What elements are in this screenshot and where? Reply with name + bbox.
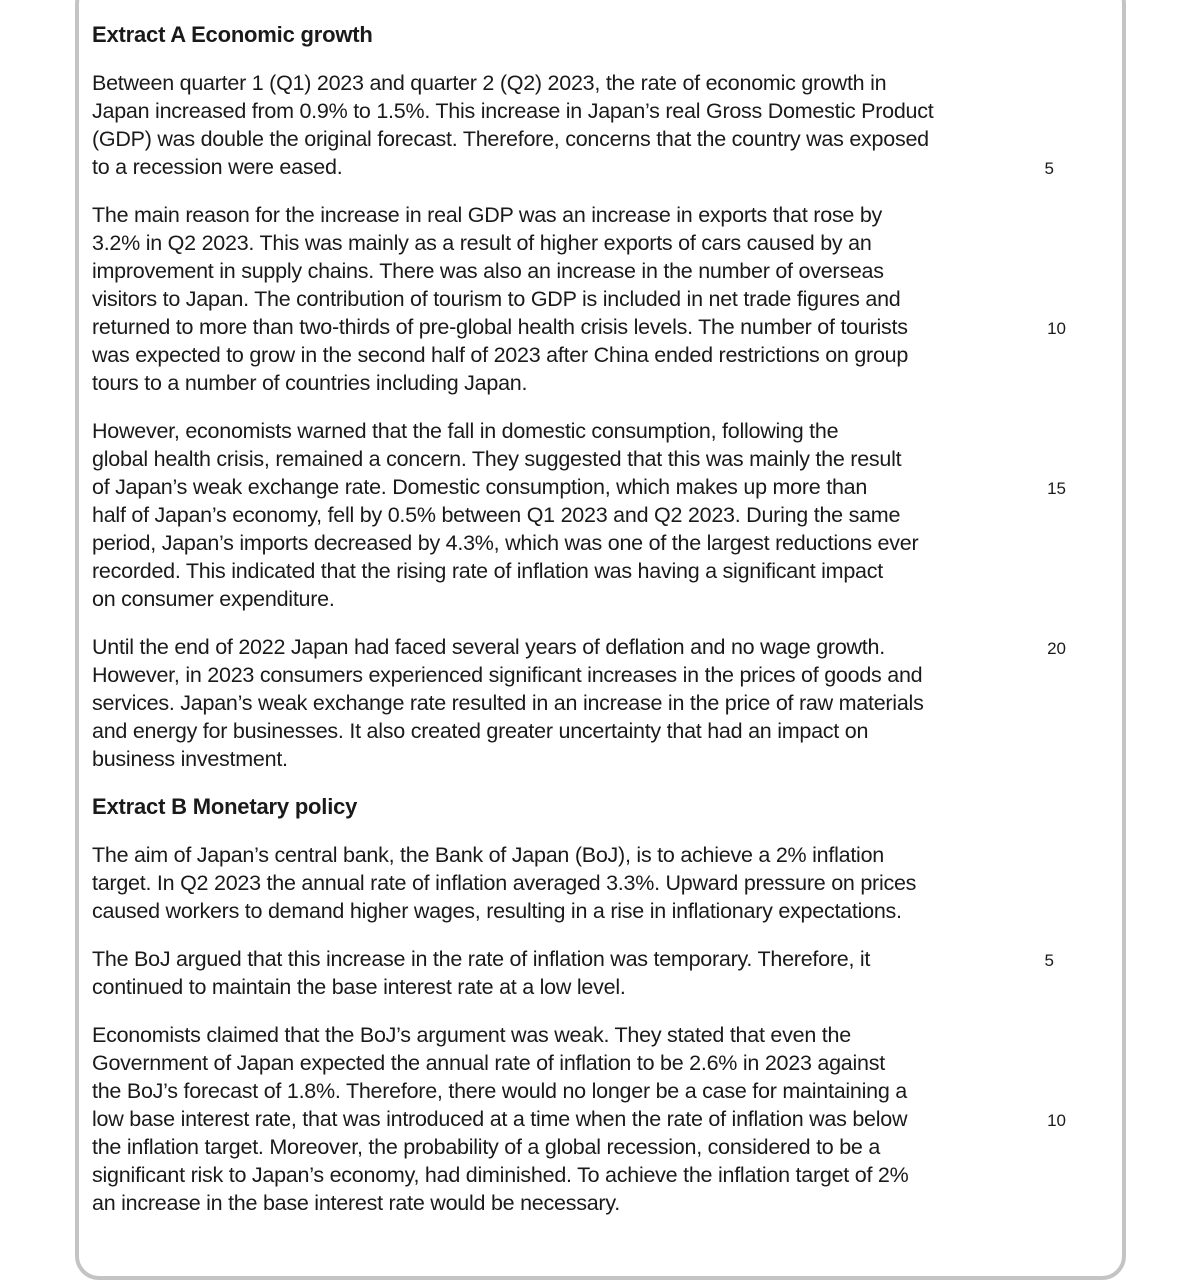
line-number: 5 xyxy=(1044,159,1054,178)
text-line: returned to more than two-thirds of pre-global health crisis levels. The number of tourists xyxy=(92,315,908,339)
text-line: tours to a number of countries including Japan. xyxy=(92,371,528,395)
text-line: The BoJ argued that this increase in the rate of inflation was temporary. Therefore, it xyxy=(92,947,871,971)
line-number: 10 xyxy=(1047,1111,1066,1130)
text-line: half of Japan’s economy, fell by 0.5% between Q1 2023 and Q2 2023. During the same xyxy=(92,503,901,527)
text-line: visitors to Japan. The contribution of tourism to GDP is included in net trade figures and xyxy=(92,287,901,311)
text-line: period, Japan’s imports decreased by 4.3%, which was one of the largest reductions ever xyxy=(92,531,919,555)
line-number: 5 xyxy=(1044,951,1054,970)
text-line: 3.2% in Q2 2023. This was mainly as a result of higher exports of cars caused by an xyxy=(92,231,872,255)
text-line: Between quarter 1 (Q1) 2023 and quarter 2 (Q2) 2023, the rate of economic growth in xyxy=(92,71,887,95)
text-line: recorded. This indicated that the rising rate of inflation was having a significant impact xyxy=(92,559,883,583)
text-line: to a recession were eased. xyxy=(92,155,343,179)
extract-a-heading: Extract A Economic growth xyxy=(92,22,373,47)
text-line: (GDP) was double the original forecast. Therefore, concerns that the country was exposed xyxy=(92,127,929,151)
text-line: improvement in supply chains. There was also an increase in the number of overseas xyxy=(92,259,884,283)
text-line: However, economists warned that the fall in domestic consumption, following the xyxy=(92,419,839,443)
text-line: and energy for businesses. It also created greater uncertainty that had an impact on xyxy=(92,719,869,743)
text-line: The aim of Japan’s central bank, the Bank of Japan (BoJ), is to achieve a 2% inflation xyxy=(92,843,884,867)
line-number: 10 xyxy=(1047,319,1066,338)
text-line: Japan increased from 0.9% to 1.5%. This increase in Japan’s real Gross Domestic Product xyxy=(92,99,934,123)
text-line: The main reason for the increase in real GDP was an increase in exports that rose by xyxy=(92,203,883,227)
text-line: of Japan’s weak exchange rate. Domestic consumption, which makes up more than xyxy=(92,475,868,499)
text-line: Economists claimed that the BoJ’s argument was weak. They stated that even the xyxy=(92,1023,851,1047)
text-line: an increase in the base interest rate would be necessary. xyxy=(92,1191,620,1215)
text-line: on consumer expenditure. xyxy=(92,587,335,611)
text-line: Government of Japan expected the annual rate of inflation to be 2.6% in 2023 against xyxy=(92,1051,885,1075)
text-line: significant risk to Japan’s economy, had diminished. To achieve the inflation target of 2% xyxy=(92,1163,909,1187)
text-line: low base interest rate, that was introduced at a time when the rate of inflation was below xyxy=(92,1107,908,1131)
text-line: However, in 2023 consumers experienced significant increases in the prices of goods and xyxy=(92,663,923,687)
text-line: the inflation target. Moreover, the probability of a global recession, considered to be a xyxy=(92,1135,881,1159)
text-line: caused workers to demand higher wages, resulting in a rise in inflationary expectations. xyxy=(92,899,902,923)
text-line: global health crisis, remained a concern. They suggested that this was mainly the result xyxy=(92,447,902,471)
text-line: target. In Q2 2023 the annual rate of inflation averaged 3.3%. Upward pressure on prices xyxy=(92,871,917,895)
text-line: business investment. xyxy=(92,747,288,771)
line-number: 20 xyxy=(1047,639,1066,658)
extract-b-heading: Extract B Monetary policy xyxy=(92,794,358,819)
line-number: 15 xyxy=(1047,479,1066,498)
text-line: Until the end of 2022 Japan had faced several years of deflation and no wage growth. xyxy=(92,635,885,659)
text-line: continued to maintain the base interest rate at a low level. xyxy=(92,975,626,999)
text-line: was expected to grow in the second half of 2023 after China ended restrictions on group xyxy=(92,343,909,367)
text-line: services. Japan’s weak exchange rate resulted in an increase in the price of raw materials xyxy=(92,691,924,715)
text-line: the BoJ’s forecast of 1.8%. Therefore, there would no longer be a case for maintaining a xyxy=(92,1079,908,1103)
